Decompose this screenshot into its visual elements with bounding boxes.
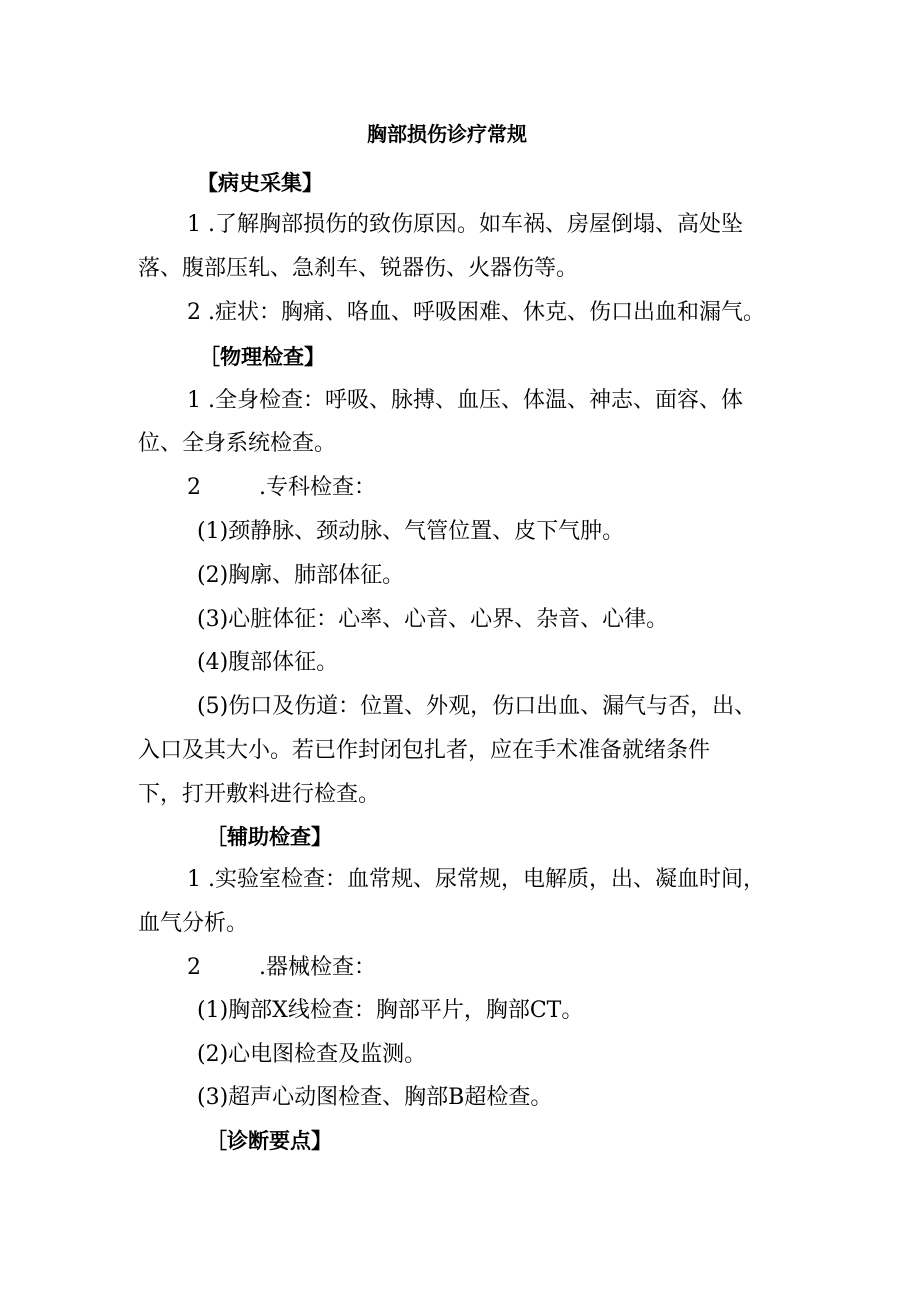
- auxiliary-sub-item-1: (1)胸部X线检查：胸部平片，胸部CT。: [197, 998, 584, 1023]
- history-item-1-line-2: 落、腹部压轧、急刹车、锐器伤、火器伤等。: [138, 256, 579, 281]
- auxiliary-item-2-number: 2: [187, 955, 201, 980]
- auxiliary-item-2-text: .器械检查：: [259, 955, 376, 980]
- history-item-2-text: .症状：胸痛、咯血、呼吸困难、休克、伤口出血和漏气。: [208, 300, 765, 325]
- physical-sub-item-5-line-2: 入口及其大小。若已作封闭包扎者，应在手术准备就绪条件: [138, 738, 711, 763]
- physical-item-2-number: 2: [187, 475, 201, 500]
- physical-sub-item-1: (1)颈静脉、颈动脉、气管位置、皮下气肿。: [197, 519, 625, 544]
- physical-item-2: [187, 473, 376, 503]
- physical-sub-item-2: (2)胸廓、肺部体征。: [197, 563, 405, 588]
- physical-sub-item-3: (3)心脏体征：心率、心音、心界、杂音、心律。: [197, 607, 669, 632]
- physical-sub-item-5-line-1: (5)伤口及伤道：位置、外观，伤口出血、漏气与否，出、: [197, 694, 757, 719]
- history-item-2-number: 2: [187, 300, 201, 325]
- section-heading-history: 【病史采集】: [197, 171, 323, 195]
- auxiliary-sub-item-2: (2)心电图检查及监测。: [197, 1042, 427, 1067]
- history-item-1-text: .了解胸部损伤的致伤原因。如车祸、房屋倒塌、高处坠: [208, 212, 743, 237]
- physical-sub-item-4: (4)腹部体征。: [197, 650, 339, 675]
- page-title: 胸部损伤诊疗常规: [367, 122, 527, 146]
- section-heading-physical: ［物理检查】: [199, 345, 325, 369]
- history-item-1-number: 1: [187, 212, 201, 237]
- auxiliary-item-1-line-2: 血气分析。: [138, 911, 249, 936]
- physical-item-2-text: .专科检查：: [259, 475, 376, 500]
- auxiliary-item-1-line-1: [187, 865, 765, 895]
- history-item-2-line-1: [187, 298, 765, 328]
- auxiliary-sub-item-3: (3)超声心动图检查、胸部B超检查。: [197, 1085, 553, 1110]
- physical-sub-item-5-line-3: 下，打开敷料进行检查。: [138, 782, 381, 807]
- section-heading-diagnosis: ［诊断要点】: [206, 1129, 332, 1153]
- physical-item-1-number: 1: [187, 388, 201, 413]
- physical-item-1-text: .全身检查：呼吸、脉搏、血压、体温、神志、面容、体: [208, 388, 743, 413]
- physical-item-1-line-1: [187, 386, 743, 416]
- auxiliary-item-1-text: .实验室检查：血常规、尿常规，电解质，出、凝血时间，: [208, 867, 765, 892]
- history-item-1-line-1: [187, 210, 743, 240]
- auxiliary-item-2: [187, 953, 376, 983]
- physical-item-1-line-2: 位、全身系统检查。: [138, 431, 337, 456]
- section-heading-auxiliary: ［辅助检查】: [206, 825, 332, 849]
- auxiliary-item-1-number: 1: [187, 867, 201, 892]
